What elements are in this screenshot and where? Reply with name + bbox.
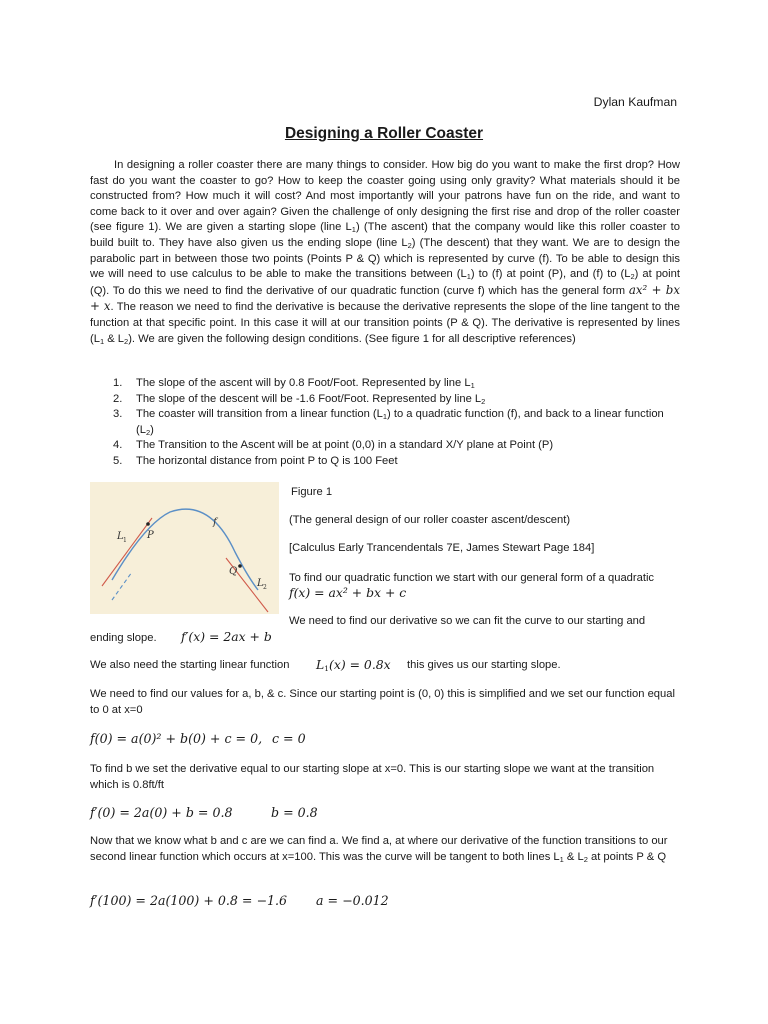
roller-coaster-figure — [90, 482, 279, 614]
equation-b: f′(0) = 2a(0) + b = 0.8 — [90, 805, 233, 820]
design-conditions-list — [113, 376, 673, 470]
equation-c-result: c = 0 — [272, 731, 306, 746]
figure-label: Figure 1 — [291, 486, 333, 498]
label-q: Q — [229, 566, 238, 577]
label-l1-sub: 1 — [123, 537, 127, 544]
point-q — [238, 564, 242, 568]
derivative-intro-line1: We need to find our derivative so we can fit the curve to our starting and — [289, 615, 646, 627]
label-l2: L — [257, 578, 264, 589]
condition-item: 1. The slope of the ascent will by 0.8 Foot/Foot. Represented by line $L_1$ — [113, 377, 475, 390]
curve-f — [112, 509, 258, 590]
condition-item: 2. The slope of the descent will be -1.6 Foot/Foot. Represented by line $L_2$ — [113, 392, 486, 406]
quadratic-intro: To find our quadratic function we start with our general form of a quadratic — [289, 572, 655, 584]
label-p: P — [147, 530, 154, 541]
b-intro: To find b we set the derivative equal to our starting slope at x=0. This is our starting slope we want at the transition which is 0.8ft/ft — [90, 763, 655, 791]
figure-caption: (The general design of our roller coaster ascent/descent) — [289, 514, 571, 526]
equation-c: f(0) = a(0)² + b(0) + c = 0, — [90, 731, 263, 746]
figure-citation: [Calculus Early Trancendentals 7E, James Stewart Page 184] — [289, 542, 595, 554]
linear-after: this gives us our starting slope. — [407, 659, 561, 671]
label-l1: L — [117, 531, 124, 542]
general-form-formula: ax² + bx + x — [90, 282, 680, 314]
condition-item: 5. The horizontal distance from point P to Q is 100 Feet — [113, 454, 398, 467]
values-intro: We need to find our values for a, b, & c. Since our starting point is (0, 0) this is simplified and we set our function equal to 0 at x=0 — [90, 688, 675, 716]
label-l2-sub: 2 — [263, 584, 267, 591]
intro-paragraph: In designing a roller coaster there are many things to consider. How big do you want to make the first drop? How fast do you want the coaster to go? How to keep the coaster going using only gravity? What materials should it be constructed from? How much it will cost? And most importantly will your patrons have fun on the ride, and want to come back to it over and over again? Given the challenge of only designing the first rise and drop of the roller coaster (see figure 1). We are given a starting slope (line $L_1$) (The ascent) that the company would like this roller coaster to build built to. They have also given us the ending slope (line $L_2$) (The descent) that they want. We are to design the parabolic part in between those two points (Points P & Q) which is represented by curve (f). To be able to design this we will need to use calculus to be able to make the transitions between $(L_1)$ to (f) at point (P), and (f) to $(L_2)$ at point (Q). To do this we need to find the derivative of our quadratic function (curve f) which has the general form ax² + bx + x. The reason we need to find the derivative is because the derivative represents the slope of the line tangent to the function at that specific point. In this case it will at our transition points (P & Q). The derivative is represented by lines ($L_1$ & $L_2$). We are given the following design conditions. (See figure 1 for all descriptive references) — [90, 159, 680, 346]
derivative-equation: f′(x) = 2ax + b — [181, 629, 272, 644]
quadratic-equation: f(x) = ax² + bx + c — [289, 585, 407, 600]
figure-drawing — [90, 482, 279, 614]
a-intro: Now that we know what b and c are we can find a. We find a, at where our derivative of the function transitions to our second linear function which occurs at x=100. This was the curve will be tangent to both lines $L_1$ & $L_2$ at points P & Q — [90, 835, 668, 864]
equation-a: f′(100) = 2a(100) + 0.8 = −1.6 — [90, 893, 288, 908]
point-p — [146, 522, 150, 526]
condition-item: 3. The coaster will transition from a linear function $(L_1)$ to a quadratic function (f), and back to a linear function $(L_2)$ — [113, 408, 664, 437]
document-title: Designing a Roller Coaster — [284, 125, 484, 142]
derivative-intro-line2: ending slope. — [90, 632, 157, 644]
label-f: f — [213, 517, 217, 528]
line-l1 — [102, 518, 152, 586]
equation-a-result: a = −0.012 — [316, 893, 389, 908]
condition-item: 4. The Transition to the Ascent will be at point (0,0) in a standard X/Y plane at Point (P) — [113, 439, 554, 452]
linear-intro: We also need the starting linear function — [90, 659, 290, 671]
equation-b-result: b = 0.8 — [271, 805, 318, 820]
author-name: Dylan Kaufman — [593, 95, 677, 109]
linear-equation: $L_1(x) = 0.8x$ — [316, 657, 391, 673]
